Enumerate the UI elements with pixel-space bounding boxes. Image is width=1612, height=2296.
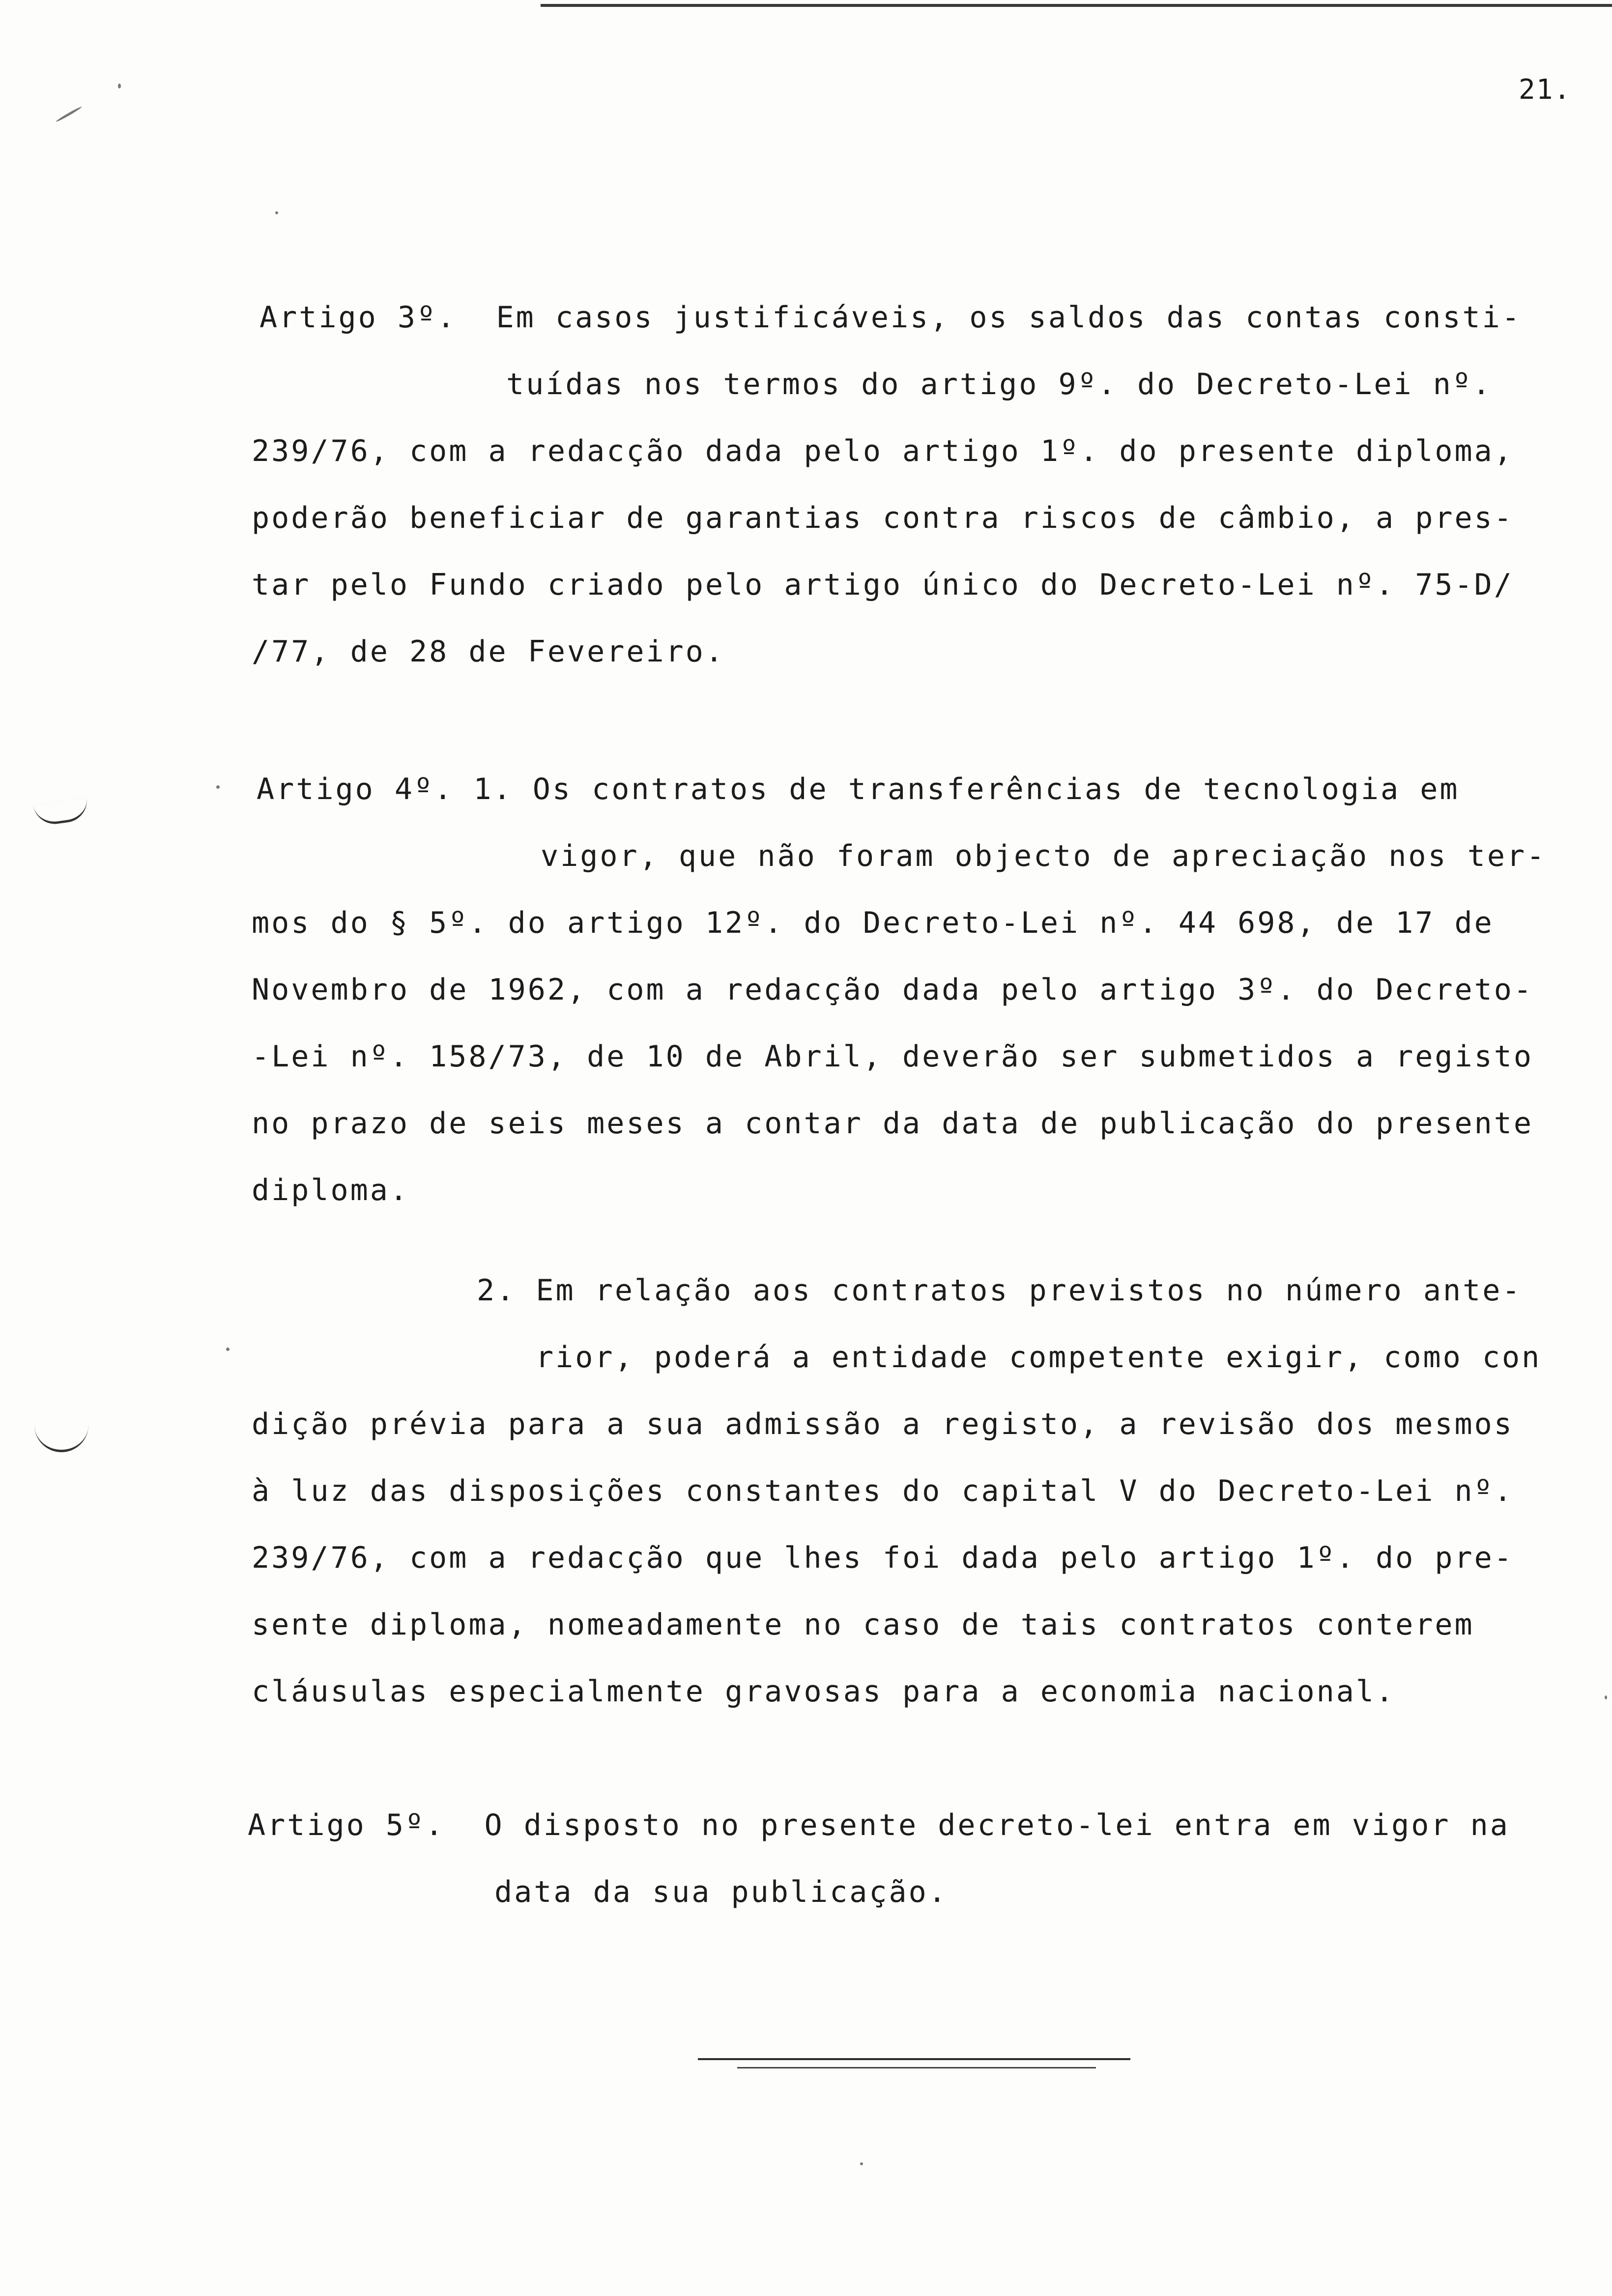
article-4-2-line-1: 2. Em relação aos contratos previstos no número ante- — [477, 1273, 1522, 1308]
scan-speck — [1605, 1695, 1607, 1699]
scan-speck — [275, 211, 278, 214]
article-4-2-line-4: à luz das disposições constantes do capital V do Decreto-Lei nº. — [252, 1474, 1514, 1508]
scan-speck — [56, 106, 82, 122]
article-4-line-4: Novembro de 1962, com a redacção dada pelo artigo 3º. do Decreto- — [252, 973, 1533, 1007]
article-3-line-4: poderão beneficiar de garantias contra riscos de câmbio, a pres- — [252, 501, 1514, 535]
article-3-line-5: tar pelo Fundo criado pelo artigo único do Decreto-Lei nº. 75-D/ — [252, 568, 1514, 602]
article-5-line-2: data da sua publicação. — [494, 1875, 948, 1909]
margin-mark — [33, 798, 89, 827]
scan-speck — [118, 84, 121, 88]
article-3-line-3: 239/76, com a redacção dada pelo artigo 1º. do presente diploma, — [252, 434, 1514, 468]
article-4-2-line-5: 239/76, com a redacção que lhes foi dada pelo artigo 1º. do pre- — [252, 1541, 1514, 1575]
article-4-line-5: -Lei nº. 158/73, de 10 de Abril, deverão ser submetidos a registo — [252, 1039, 1533, 1074]
page-number: 21. — [1519, 74, 1572, 106]
article-4-2-line-6: sente diploma, nomeadamente no caso de tais contratos conterem — [252, 1607, 1474, 1642]
article-5-line-1: Artigo 5º. O disposto no presente decreto-lei entra em vigor na — [248, 1808, 1510, 1842]
scan-speck — [216, 785, 220, 789]
top-rule — [541, 4, 1612, 7]
article-3-line-6: /77, de 28 de Fevereiro. — [252, 634, 725, 669]
article-4-2-line-3: dição prévia para a sua admissão a registo, a revisão dos mesmos — [252, 1407, 1514, 1441]
article-4-line-1: Artigo 4º. 1. Os contratos de transferências de tecnologia em — [257, 772, 1460, 806]
closing-rule-inner — [737, 2067, 1096, 2068]
scan-speck — [226, 1348, 230, 1351]
margin-mark — [34, 1425, 88, 1452]
article-3-line-1: Artigo 3º. Em casos justificáveis, os saldos das contas consti- — [259, 300, 1522, 335]
closing-rule — [698, 2058, 1130, 2060]
article-4-line-7: diploma. — [252, 1173, 409, 1207]
article-3-line-2: tuídas nos termos do artigo 9º. do Decreto-Lei nº. — [506, 367, 1493, 402]
article-4-line-6: no prazo de seis meses a contar da data de publicação do presente — [252, 1106, 1533, 1141]
scan-speck — [860, 2162, 863, 2165]
article-4-2-line-2: rior, poderá a entidade competente exigir, como con — [536, 1340, 1542, 1375]
article-4-2-line-7: cláusulas especialmente gravosas para a economia nacional. — [252, 1674, 1396, 1709]
article-4-line-2: vigor, que não foram objecto de apreciação nos ter- — [541, 839, 1547, 873]
article-4-line-3: mos do § 5º. do artigo 12º. do Decreto-Lei nº. 44 698, de 17 de — [252, 906, 1494, 940]
